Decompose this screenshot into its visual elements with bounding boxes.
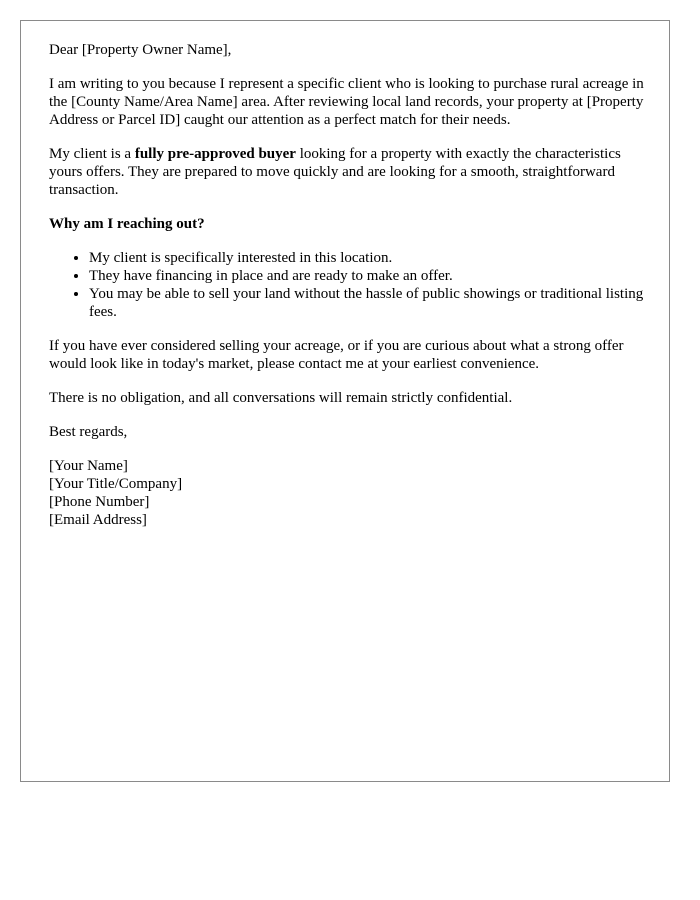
- letter-page: [20, 20, 670, 782]
- signature-block: [49, 457, 649, 529]
- letter-paragraph-intro: I am writing to you because I represent a specific client who is looking to purchase rural acreage in the [County Name/Area Name] area. After reviewing local land records, your property at [Property Address or Parcel ID] caught our attention as a perfect match for their needs.: [49, 76, 644, 128]
- client-text-after: looking for a property with exactly the characteristics yours offers. They are prepared to move quickly and are looking for a smooth, straightforward transaction.: [49, 146, 621, 198]
- list-item: • They have financing in place and are ready to make an offer.: [89, 267, 649, 285]
- client-text-before: My client is a: [49, 146, 135, 162]
- letter-greeting: Dear [Property Owner Name],: [49, 42, 232, 58]
- list-item: • My client is specifically interested in this location.: [89, 249, 649, 267]
- letter-paragraph-contact: If you have ever considered selling your acreage, or if you are curious about what a strong offer would look like in today's market, please contact me at your earliest convenience.: [49, 338, 624, 372]
- list-item: • You may be able to sell your land without the hassle of public showings or traditional listing fees.: [89, 285, 649, 321]
- signature-phone: [Phone Number]: [49, 494, 150, 510]
- letter-closing: Best regards,: [49, 424, 128, 440]
- letter-paragraph-client: [49, 145, 649, 199]
- signature-email: [Email Address]: [49, 512, 147, 528]
- reason-heading: Why am I reaching out?: [49, 216, 205, 232]
- signature-title: [Your Title/Company]: [49, 476, 183, 492]
- reason-list: [49, 249, 649, 321]
- letter-paragraph-confidential: There is no obligation, and all conversations will remain strictly confidential.: [49, 390, 513, 406]
- client-text-bold: fully pre-approved buyer: [134, 146, 296, 162]
- signature-name: [Your Name]: [49, 458, 128, 474]
